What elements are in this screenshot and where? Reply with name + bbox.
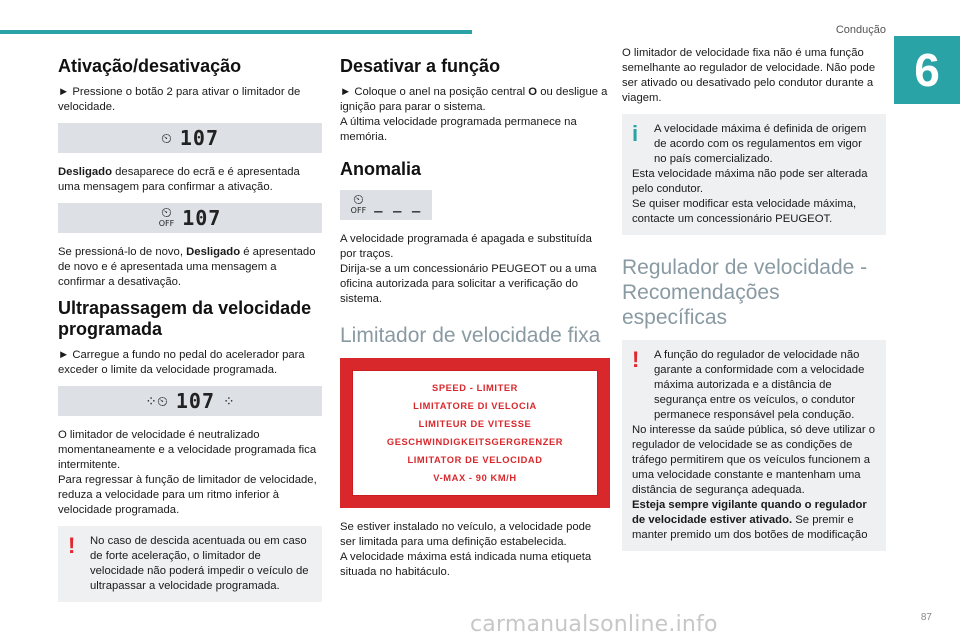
heading-deactivate: Desativar a função <box>340 56 501 76</box>
paragraph: A velocidade máxima está indicada numa etiqueta situada no habitáculo. <box>340 551 592 578</box>
label-line: V-MAX - 90 KM/H <box>433 473 517 483</box>
display-limiter-blink <box>58 386 322 416</box>
warning-box <box>58 526 322 602</box>
section-title: Condução <box>835 24 886 36</box>
info-text: Esta velocidade máxima não pode ser alterada pelo condutor. <box>632 168 868 195</box>
column-3 <box>622 46 886 561</box>
warning-text: No caso de descida acentuada ou em caso de forte aceleração, o limitador de velocidade não poderá impedir o veículo de ultrapassar a velocidade programada. <box>90 535 309 592</box>
warning-icon: ! <box>68 533 76 558</box>
speed-limiter-icon: ⏲ <box>160 130 172 146</box>
warning-text: A função do regulador de velocidade não garante a conformidade com a velocidade máxima autorizada e a distância de segurança entre os veículos, o condutor permanece responsável pela condução. <box>654 349 865 421</box>
page-number: 87 <box>920 612 932 623</box>
chapter-number: 6 <box>894 36 960 104</box>
label-inner <box>352 370 598 496</box>
speed-limiter-label <box>340 358 610 508</box>
paragraph: Se estiver instalado no veículo, a velocidade pode ser limitada para uma definição estabelecida. <box>340 521 592 548</box>
speed-limiter-icon: ⁘⏲ <box>145 393 168 409</box>
display-limiter-on <box>58 123 322 153</box>
info-text: A velocidade máxima é definida de origem de acordo com os regulamentos em vigor no país comercializado. <box>654 123 867 165</box>
paragraph: ► Coloque o anel na posição central O ou desligue a ignição para parar o sistema. <box>340 85 610 115</box>
paragraph: A velocidade programada é apagada e substituída por traços. <box>340 233 592 260</box>
display-limiter-off <box>58 203 322 233</box>
label-line: SPEED - LIMITER <box>432 383 518 393</box>
speed-limiter-icon: ⏲ OFF <box>350 191 367 215</box>
paragraph: A última velocidade programada permanece na memória. <box>340 116 577 143</box>
heading-cruise-recommendations: Regulador de velocidade - Recomendações específicas <box>622 256 868 329</box>
info-box <box>622 114 886 235</box>
header-accent-bar <box>0 30 472 34</box>
paragraph: ► Pressione o botão 2 para ativar o limitador de velocidade. <box>58 85 322 115</box>
column-1 <box>58 56 322 612</box>
display-speed-value: _ _ _ <box>374 197 422 213</box>
paragraph: Se pressioná-lo de novo, Desligado é apresentado de novo e é apresentada uma mensagem a confirmar a desativação. <box>58 246 316 288</box>
info-text: Se quiser modificar esta velocidade máxima, contacte um concessionário PEUGEOT. <box>632 198 857 225</box>
column-2 <box>340 56 610 588</box>
display-anomaly <box>340 190 432 220</box>
label-line: LIMITEUR DE VITESSE <box>418 419 532 429</box>
paragraph: O limitador de velocidade fixa não é uma função semelhante ao regulador de velocidade. Não pode ser ativado ou desativado pelo condutor durante a viagem. <box>622 47 876 104</box>
heading-anomaly: Anomalia <box>340 159 422 179</box>
label-line: LIMITATORE DI VELOCIA <box>413 401 537 411</box>
label-line: LIMITATOR DE VELOCIDAD <box>407 455 543 465</box>
display-speed-value: 107 <box>179 126 220 150</box>
paragraph: Dirija-se a um concessionário PEUGEOT ou a uma oficina autorizada para solicitar a verificação do sistema. <box>340 263 597 305</box>
warning-text: Esteja sempre vigilante quando o regulador de velocidade estiver ativado. Se premir e manter premido um dos botões de modificação <box>632 499 868 541</box>
warning-text: No interesse da saúde pública, só deve utilizar o regulador de velocidade se as condições de tráfego permitirem que os veículos funcionem a uma velocidade constante e mantenham uma distância de segurança adequada. <box>632 424 876 496</box>
info-icon: i <box>632 121 639 146</box>
warning-icon: ! <box>632 347 640 372</box>
display-speed-value: 107 <box>182 206 222 230</box>
label-line: GESCHWINDIGKEITSGERGRENZER <box>386 437 564 447</box>
heading-override: Ultrapassagem da velocidade programada <box>58 298 312 339</box>
heading-activation: Ativação/desativação <box>58 56 242 76</box>
paragraph: O limitador de velocidade é neutralizado momentaneamente e a velocidade programada fica intermitente. <box>58 429 317 471</box>
speed-limiter-icon: ⏲ OFF <box>158 204 175 228</box>
paragraph: Para regressar à função de limitador de velocidade, reduza a velocidade para um ritmo inferior à velocidade programada. <box>58 474 317 516</box>
paragraph: Desligado desaparece do ecrã e é apresentada uma mensagem para confirmar a ativação. <box>58 166 300 193</box>
heading-fixed-limiter: Limitador de velocidade fixa <box>340 324 601 347</box>
watermark: carmanualsonline.info <box>470 612 718 637</box>
display-speed-value: 107 <box>175 389 216 413</box>
warning-box <box>622 340 886 551</box>
blink-icon: ⁘ <box>223 393 235 409</box>
paragraph: ► Carregue a fundo no pedal do acelerador para exceder o limite da velocidade programada. <box>58 348 322 378</box>
